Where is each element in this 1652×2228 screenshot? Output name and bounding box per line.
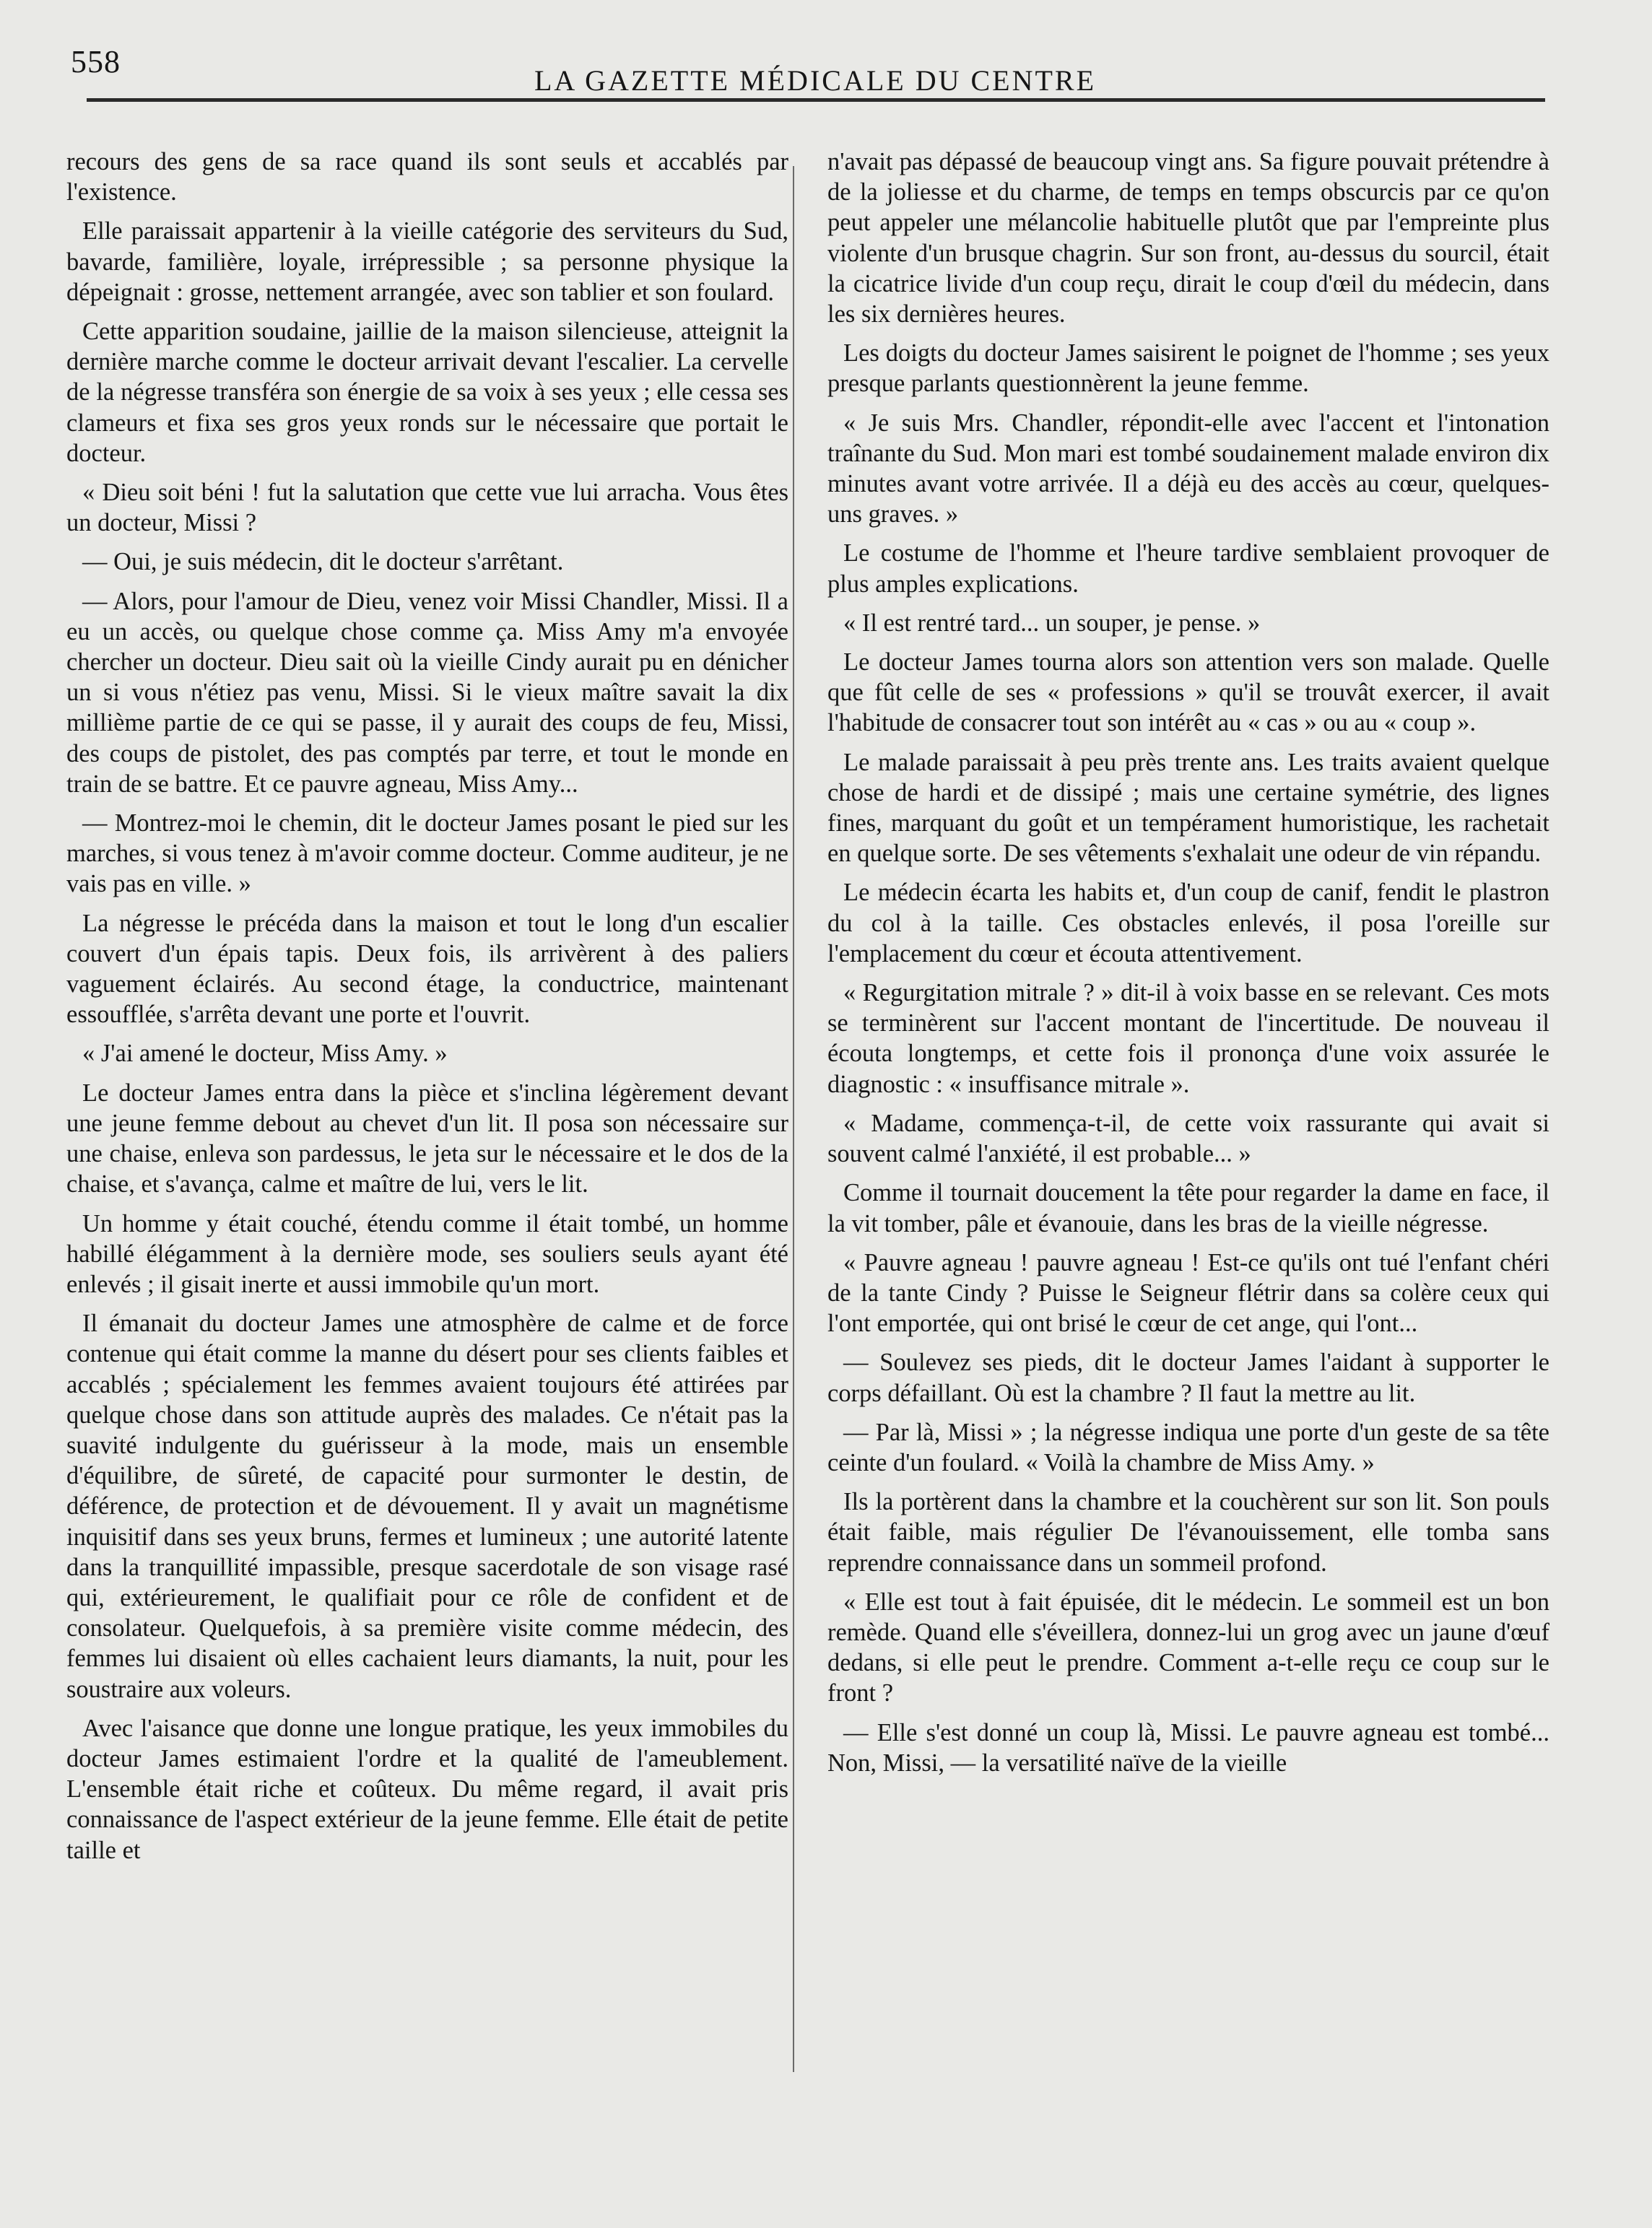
paragraph: Le docteur James entra dans la pièce et s'inclina légèrement devant une jeune femme debout au chevet d'un lit. Il posa son nécessaire sur une chaise, enleva son pardessus, le jeta sur le nécessaire et le dos de la chaise, et s'avança, calme et maître de lui, vers le lit.	[66, 1079, 788, 1198]
column-rule	[793, 166, 794, 2072]
paragraph: Ils la portèrent dans la chambre et la couchèrent sur son lit. Son pouls était faible, mais régulier De l'évanouissement, elle tomba sans reprendre connaissance dans un sommeil profond.	[827, 1488, 1549, 1577]
paragraph: Un homme y était couché, étendu comme il était tombé, un homme habillé élégamment à la dernière mode, ses souliers seuls ayant été enlevés ; il gisait inerte et aussi immobile qu'un mort.	[66, 1209, 788, 1298]
paragraph: La négresse le précéda dans la maison et tout le long d'un escalier couvert d'un épais tapis. Deux fois, ils arrivèrent à des paliers vaguement éclairés. Au second étage, la conductrice, maintenant essoufflée, s'arrêta devant une porte et l'ouvrit.	[66, 909, 788, 1029]
paragraph: — Oui, je suis médecin, dit le docteur s'arrêtant.	[82, 548, 564, 576]
paragraph: « Madame, commença-t-il, de cette voix rassurante qui avait si souvent calmé l'anxiété, il est probable... »	[827, 1109, 1549, 1168]
paragraph: « Je suis Mrs. Chandler, répondit-elle avec l'accent et l'intonation traînante du Sud. Mon mari est tombé soudainement malade environ dix minutes avant votre arrivée. Il a déjà eu des accès au cœur, quelques-uns graves. »	[827, 409, 1549, 528]
paragraph: — Alors, pour l'amour de Dieu, venez voir Missi Chandler, Missi. Il a eu un accès, ou quelque chose comme ça. Miss Amy m'a envoyée chercher un docteur. Dieu sait où la vieille Cindy aurait pu en dénicher un si vous n'étiez pas venu, Missi. Si le vieux maître savait la dix millième partie de ce qui se passe, il y aurait des coups de feu, Missi, des coups de pistolet, des pas comptés par terre, et tout le monde en train de se battre. Et ce pauvre agneau, Miss Amy...	[66, 587, 788, 798]
paragraph: recours des gens de sa race quand ils sont seuls et accablés par l'existence.	[66, 148, 788, 206]
paragraph: — Elle s'est donné un coup là, Missi. Le pauvre agneau est tombé... Non, Missi, — la versatilité naïve de la vieille	[827, 1718, 1549, 1777]
paragraph: « Elle est tout à fait épuisée, dit le médecin. Le sommeil est un bon remède. Quand elle s'éveillera, donnez-lui un grog avec un jaune d'œuf dedans, si elle peut le prendre. Comment a-t-elle reçu ce coup sur le front ?	[827, 1588, 1549, 1707]
paragraph: « Il est rentré tard... un souper, je pense. »	[843, 609, 1261, 637]
header-rule	[87, 98, 1545, 102]
running-title: LA GAZETTE MÉDICALE DU CENTRE	[534, 64, 1097, 97]
paragraph: Le malade paraissait à peu près trente ans. Les traits avaient quelque chose de hardi et de dissipé ; mais une certaine symétrie, des lignes fines, marquant du goût et un tempérament humoristique, les rachetait en quelque sorte. De ses vêtements s'exhalait une odeur de vin répandu.	[827, 748, 1549, 868]
paragraph: « J'ai amené le docteur, Miss Amy. »	[82, 1040, 448, 1068]
paragraph: Le docteur James tourna alors son attention vers son malade. Quelle que fût celle de ses « professions » qu'il se trouvât exercer, il avait l'habitude de consacrer tout son intérêt au « cas » ou au « coup ».	[827, 648, 1549, 737]
paragraph: Comme il tournait doucement la tête pour regarder la dame en face, il la vit tomber, pâle et évanouie, dans les bras de la vieille négresse.	[827, 1179, 1549, 1237]
paragraph: — Montrez-moi le chemin, dit le docteur James posant le pied sur les marches, si vous tenez à m'avoir comme docteur. Comme auditeur, je ne vais pas en ville. »	[66, 809, 788, 898]
paragraph: Elle paraissait appartenir à la vieille catégorie des serviteurs du Sud, bavarde, familière, loyale, irrépressible ; sa personne physique la dépeignait : grosse, nettement arrangée, avec son tablier et son foulard.	[66, 217, 788, 306]
paragraph: « Pauvre agneau ! pauvre agneau ! Est-ce qu'ils ont tué l'enfant chéri de la tante Cindy ? Puisse le Seigneur flétrir dans sa colère ceux qui l'ont emportée, qui ont brisé le cœur de cet ange, qui l'ont...	[827, 1248, 1549, 1338]
paragraph: Cette apparition soudaine, jaillie de la maison silencieuse, atteignit la dernière marche comme le docteur arrivait devant l'escalier. La cervelle de la négresse transféra son énergie de sa voix à ses yeux ; elle cessa ses clameurs et fixa ses gros yeux ronds sur le nécessaire que portait le docteur.	[66, 318, 788, 467]
paragraph: Le médecin écarta les habits et, d'un coup de canif, fendit le plastron du col à la taille. Ces obstacles enlevés, il posa l'oreille sur l'emplacement du cœur et écouta attentivement.	[827, 879, 1549, 967]
paragraph: Avec l'aisance que donne une longue pratique, les yeux immobiles du docteur James estimaient l'ordre et la qualité de l'ameublement. L'ensemble était riche et coûteux. Du même regard, il avait pris connaissance de l'aspect extérieur de la jeune femme. Elle était de petite taille et	[66, 1714, 788, 1864]
page-number: 558	[71, 44, 121, 79]
paragraph: « Regurgitation mitrale ? » dit-il à voix basse en se relevant. Ces mots se terminèrent sur l'accent montant de l'incertitude. De nouveau il écouta longtemps, et cette fois il prononça d'une voix assurée le diagnostic : « insuffisance mitrale ».	[827, 979, 1549, 1098]
paragraph: n'avait pas dépassé de beaucoup vingt ans. Sa figure pouvait prétendre à de la joliesse et du charme, de temps en temps obscurcis par ce qu'on peut appeler une mélancolie habituelle plutôt que par l'empreinte plus violente d'un brusque chagrin. Sur son front, au-dessus du sourcil, était la cicatrice livide d'un coup reçu, dirait le coup d'œil du médecin, dans les six dernières heures.	[827, 148, 1549, 328]
paragraph: Il émanait du docteur James une atmosphère de calme et de force contenue qui était comme la manne du désert pour ses clients faibles et accablés ; spécialement les femmes avaient toujours été attirées par quelque chose dans son attitude auprès des malades. Ce n'était pas la suavité indulgente du guérisseur à la mode, mais un ensemble d'équilibre, de sûreté, de capacité pour surmonter le destin, de déférence, de protection et de dévouement. Il y avait un magnétisme inquisitif dans ses yeux bruns, fermes et lumineux ; une autorité latente dans la tranquillité impassible, presque sacerdotale de son visage rasé qui, extérieurement, le qualifiait pour ce rôle de confident et de consolateur. Quelquefois, à sa première visite comme médecin, des femmes lui disaient où elles cachaient leurs diamants, la nuit, pour les soustraire aux voleurs.	[66, 1310, 788, 1703]
left-column	[66, 147, 788, 1874]
paragraph: « Dieu soit béni ! fut la salutation que cette vue lui arracha. Vous êtes un docteur, Missi ?	[66, 479, 788, 537]
paragraph: — Par là, Missi » ; la négresse indiqua une porte d'un geste de sa tête ceinte d'un foulard. « Voilà la chambre de Miss Amy. »	[827, 1418, 1549, 1476]
paragraph: — Soulevez ses pieds, dit le docteur James l'aidant à supporter le corps défaillant. Où est la chambre ? Il faut la mettre au lit.	[827, 1349, 1549, 1407]
right-column	[827, 147, 1549, 1787]
paragraph: Le costume de l'homme et l'heure tardive semblaient provoquer de plus amples explications.	[827, 539, 1549, 598]
paragraph: Les doigts du docteur James saisirent le poignet de l'homme ; ses yeux presque parlants questionnèrent la jeune femme.	[827, 339, 1549, 398]
